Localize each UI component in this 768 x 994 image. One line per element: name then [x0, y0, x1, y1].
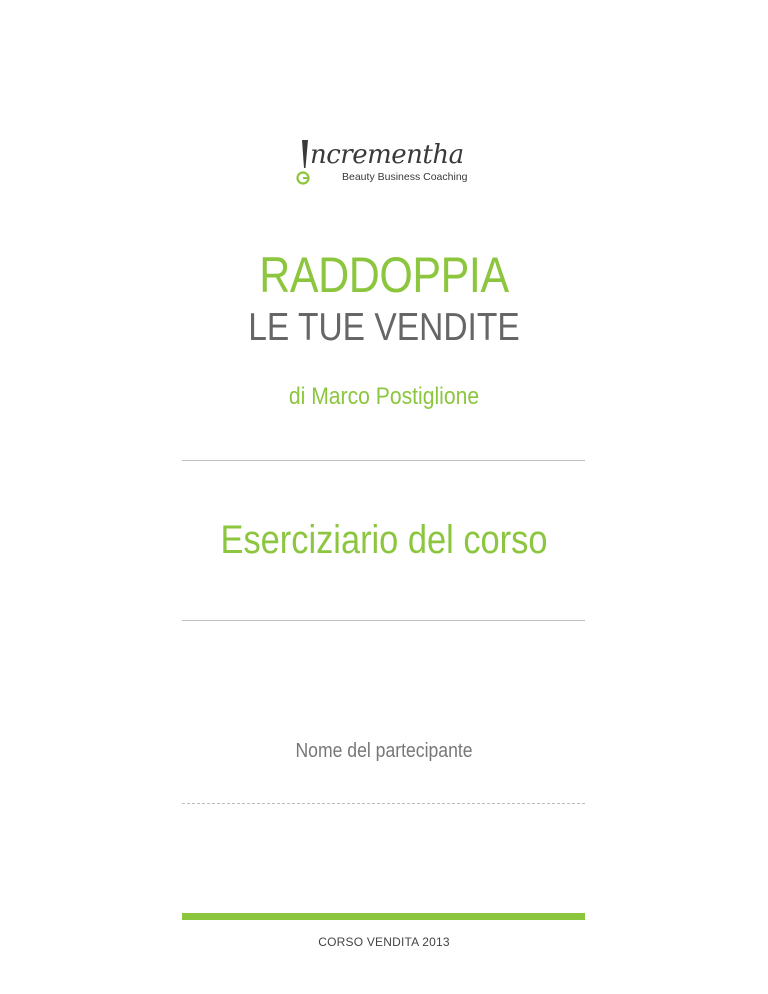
participant-name-label: Nome del partecipante	[295, 740, 473, 762]
logo	[296, 138, 476, 190]
logo-wordmark: ncrementha	[310, 140, 464, 170]
cover-subtitle: LE TUE VENDITE	[248, 306, 520, 349]
logo-tagline: Beauty Business Coaching	[342, 171, 468, 183]
divider-top	[182, 460, 585, 461]
cover-author: di Marco Postiglione	[288, 383, 480, 410]
course-label: Eserciziario del corso	[220, 518, 548, 562]
footer-accent-bar	[182, 913, 585, 920]
footer-text: CORSO VENDITA 2013	[318, 935, 450, 949]
divider-bottom	[182, 620, 585, 621]
participant-name-line	[182, 803, 585, 804]
cover-title: RADDOPPIA	[259, 247, 509, 303]
